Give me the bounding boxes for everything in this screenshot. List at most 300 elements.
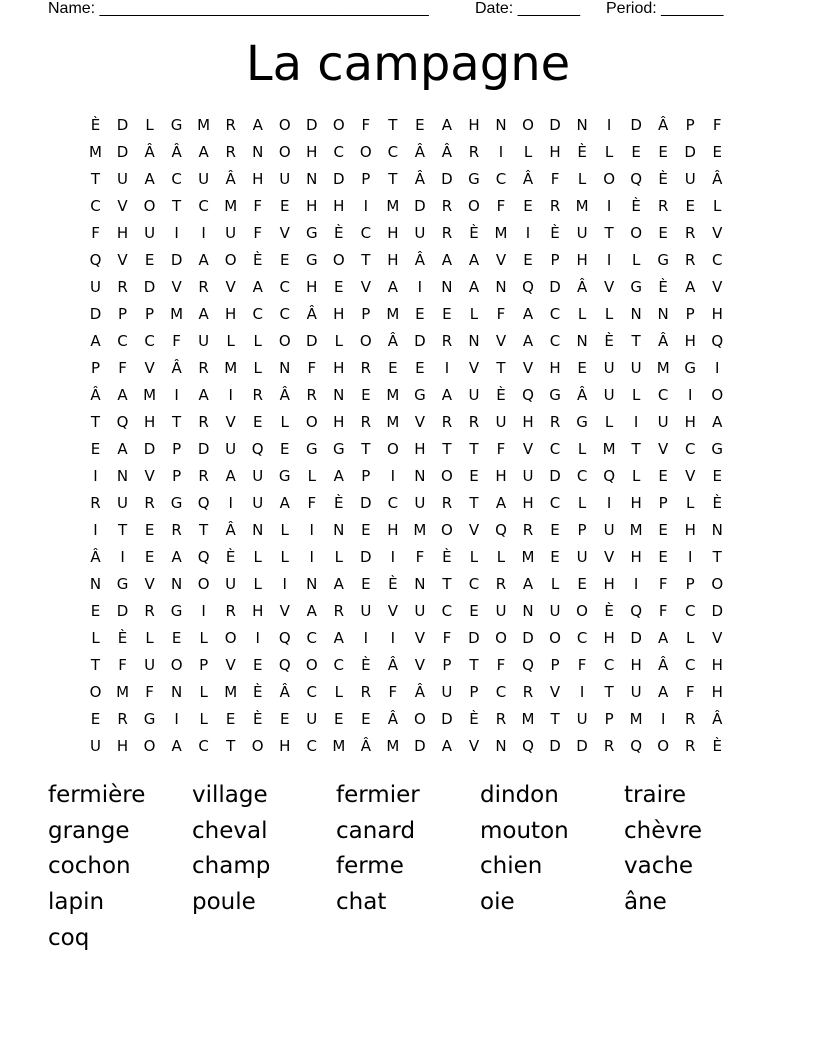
grid-cell[interactable]: E <box>658 467 668 485</box>
grid-cell[interactable]: Q <box>522 386 534 404</box>
grid-cell[interactable]: R <box>684 224 696 242</box>
grid-cell[interactable]: Â <box>279 683 290 701</box>
grid-cell[interactable]: O <box>89 683 102 701</box>
grid-cell[interactable]: H <box>711 656 723 674</box>
grid-cell[interactable]: H <box>684 413 696 431</box>
grid-cell[interactable]: A <box>171 548 182 566</box>
grid-cell[interactable]: I <box>687 548 693 566</box>
grid-cell[interactable]: R <box>225 602 236 620</box>
grid-cell[interactable]: V <box>117 251 128 269</box>
grid-cell[interactable]: F <box>712 116 722 134</box>
grid-cell[interactable]: Â <box>171 359 182 377</box>
grid-cell[interactable]: E <box>469 467 479 485</box>
grid-cell[interactable]: L <box>226 332 235 350</box>
grid-cell[interactable]: T <box>469 494 479 512</box>
grid-cell[interactable]: A <box>441 386 453 404</box>
grid-cell[interactable]: U <box>549 602 561 620</box>
grid-cell[interactable]: L <box>469 548 479 566</box>
grid-cell[interactable]: E <box>658 521 668 539</box>
grid-cell[interactable]: È <box>469 710 479 728</box>
grid-cell[interactable]: I <box>228 386 233 404</box>
grid-cell[interactable]: Â <box>387 710 398 728</box>
grid-cell[interactable]: O <box>576 602 588 620</box>
grid-cell[interactable]: I <box>633 413 639 431</box>
grid-cell[interactable]: M <box>629 710 643 728</box>
grid-cell[interactable]: È <box>90 116 101 134</box>
grid-cell[interactable]: C <box>603 656 615 674</box>
grid-cell[interactable]: T <box>631 440 641 458</box>
grid-cell[interactable]: C <box>90 197 101 215</box>
grid-cell[interactable]: L <box>631 467 641 485</box>
grid-cell[interactable]: L <box>604 305 614 323</box>
grid-cell[interactable]: I <box>525 224 531 242</box>
grid-cell[interactable]: R <box>495 575 507 593</box>
grid-cell[interactable]: Â <box>576 278 588 296</box>
grid-cell[interactable]: R <box>306 386 317 404</box>
grid-cell[interactable]: F <box>118 359 127 377</box>
grid-cell[interactable]: M <box>386 413 400 431</box>
grid-cell[interactable]: U <box>630 683 642 701</box>
grid-cell[interactable]: C <box>279 278 290 296</box>
grid-cell[interactable]: U <box>90 737 101 755</box>
grid-cell[interactable]: Q <box>522 278 534 296</box>
grid-cell[interactable]: N <box>170 575 183 593</box>
grid-cell[interactable]: U <box>144 656 156 674</box>
grid-cell[interactable]: O <box>711 386 724 404</box>
grid-cell[interactable]: M <box>197 116 211 134</box>
grid-cell[interactable]: T <box>469 656 479 674</box>
grid-cell[interactable]: F <box>307 359 317 377</box>
grid-cell[interactable]: M <box>332 737 346 755</box>
grid-cell[interactable]: H <box>684 332 696 350</box>
grid-cell[interactable]: H <box>333 359 345 377</box>
grid-cell[interactable]: H <box>387 251 399 269</box>
grid-cell[interactable]: P <box>685 305 695 323</box>
grid-cell[interactable]: M <box>224 197 238 215</box>
grid-cell[interactable]: U <box>684 170 696 188</box>
grid-cell[interactable]: O <box>251 737 264 755</box>
grid-cell[interactable]: C <box>684 656 696 674</box>
grid-cell[interactable]: V <box>144 359 155 377</box>
grid-cell[interactable]: O <box>224 251 237 269</box>
grid-cell[interactable]: A <box>198 305 209 323</box>
grid-cell[interactable]: I <box>174 710 179 728</box>
grid-cell[interactable]: È <box>712 737 722 755</box>
grid-cell[interactable]: A <box>117 440 128 458</box>
grid-cell[interactable]: A <box>387 278 398 296</box>
grid-cell[interactable]: H <box>603 629 615 647</box>
grid-cell[interactable]: R <box>657 197 669 215</box>
grid-cell[interactable]: N <box>711 521 723 539</box>
grid-cell[interactable]: A <box>333 575 344 593</box>
grid-cell[interactable]: A <box>441 737 453 755</box>
grid-cell[interactable]: I <box>687 386 693 404</box>
grid-cell[interactable]: C <box>495 170 507 188</box>
grid-cell[interactable]: D <box>305 332 318 350</box>
grid-cell[interactable]: N <box>495 737 507 755</box>
grid-cell[interactable]: R <box>198 413 209 431</box>
grid-cell[interactable]: G <box>116 575 129 593</box>
grid-cell[interactable]: L <box>686 494 695 512</box>
grid-cell[interactable]: D <box>549 737 561 755</box>
grid-cell[interactable]: P <box>442 656 452 674</box>
grid-cell[interactable]: È <box>631 197 641 215</box>
grid-cell[interactable]: R <box>522 521 534 539</box>
grid-cell[interactable]: T <box>442 575 452 593</box>
grid-cell[interactable]: V <box>495 251 507 269</box>
grid-cell[interactable]: H <box>116 737 129 755</box>
grid-cell[interactable]: A <box>171 737 182 755</box>
grid-cell[interactable]: R <box>252 386 263 404</box>
grid-cell[interactable]: L <box>550 575 560 593</box>
grid-cell[interactable]: C <box>684 602 696 620</box>
grid-cell[interactable]: C <box>171 170 182 188</box>
grid-cell[interactable]: O <box>305 413 318 431</box>
grid-cell[interactable]: V <box>144 467 155 485</box>
grid-cell[interactable]: O <box>522 116 534 134</box>
grid-cell[interactable]: C <box>468 575 480 593</box>
grid-cell[interactable]: O <box>143 197 156 215</box>
grid-cell[interactable]: Q <box>630 737 643 755</box>
grid-cell[interactable]: O <box>170 656 183 674</box>
grid-cell[interactable]: N <box>333 386 345 404</box>
grid-cell[interactable]: È <box>604 602 614 620</box>
grid-cell[interactable]: I <box>660 710 666 728</box>
grid-cell[interactable]: E <box>685 197 695 215</box>
grid-cell[interactable]: D <box>441 710 453 728</box>
grid-cell[interactable]: È <box>252 710 263 728</box>
grid-cell[interactable]: L <box>145 116 154 134</box>
grid-cell[interactable]: V <box>712 629 723 647</box>
grid-cell[interactable]: O <box>495 629 507 647</box>
grid-cell[interactable]: N <box>468 332 480 350</box>
grid-cell[interactable]: L <box>496 548 506 566</box>
grid-cell[interactable]: M <box>494 224 508 242</box>
grid-cell[interactable]: P <box>550 251 560 269</box>
grid-cell[interactable]: A <box>225 467 236 485</box>
grid-cell[interactable]: H <box>549 143 561 161</box>
grid-cell[interactable]: N <box>279 359 291 377</box>
grid-cell[interactable]: L <box>604 413 614 431</box>
grid-cell[interactable]: E <box>577 575 587 593</box>
grid-cell[interactable]: M <box>602 440 616 458</box>
grid-cell[interactable]: O <box>332 251 345 269</box>
grid-cell[interactable]: G <box>684 359 697 377</box>
grid-cell[interactable]: H <box>630 656 642 674</box>
grid-cell[interactable]: O <box>278 332 291 350</box>
grid-cell[interactable]: E <box>712 467 722 485</box>
grid-cell[interactable]: R <box>198 359 209 377</box>
grid-cell[interactable]: A <box>279 494 290 512</box>
grid-cell[interactable]: A <box>658 629 669 647</box>
grid-cell[interactable]: R <box>495 710 507 728</box>
grid-cell[interactable]: Q <box>522 737 534 755</box>
grid-cell[interactable]: O <box>278 116 291 134</box>
grid-cell[interactable]: L <box>253 359 262 377</box>
grid-cell[interactable]: V <box>712 278 723 296</box>
grid-cell[interactable]: P <box>361 170 371 188</box>
grid-cell[interactable]: U <box>90 278 101 296</box>
grid-cell[interactable]: G <box>143 710 156 728</box>
grid-cell[interactable]: V <box>522 440 534 458</box>
grid-cell[interactable]: O <box>197 575 210 593</box>
grid-cell[interactable]: R <box>360 683 372 701</box>
grid-cell[interactable]: M <box>116 683 130 701</box>
grid-cell[interactable]: M <box>143 386 157 404</box>
grid-cell[interactable]: F <box>658 575 668 593</box>
grid-cell[interactable]: A <box>198 143 209 161</box>
grid-cell[interactable]: I <box>282 575 287 593</box>
grid-cell[interactable]: D <box>468 629 480 647</box>
grid-cell[interactable]: V <box>468 737 480 755</box>
grid-cell[interactable]: N <box>414 467 426 485</box>
grid-cell[interactable]: C <box>549 440 561 458</box>
grid-cell[interactable]: F <box>415 548 425 566</box>
grid-cell[interactable]: T <box>442 440 452 458</box>
grid-cell[interactable]: Â <box>414 251 426 269</box>
grid-cell[interactable]: R <box>441 197 453 215</box>
grid-cell[interactable]: H <box>603 575 615 593</box>
grid-cell[interactable]: I <box>228 494 233 512</box>
grid-cell[interactable]: I <box>390 629 396 647</box>
grid-cell[interactable]: L <box>523 143 533 161</box>
grid-cell[interactable]: I <box>363 629 369 647</box>
grid-cell[interactable]: M <box>413 521 427 539</box>
grid-cell[interactable]: V <box>414 656 426 674</box>
grid-cell[interactable]: Q <box>251 440 264 458</box>
grid-cell[interactable]: E <box>279 440 290 458</box>
grid-cell[interactable]: A <box>468 251 480 269</box>
grid-cell[interactable]: C <box>333 656 345 674</box>
grid-cell[interactable]: C <box>549 332 561 350</box>
grid-cell[interactable]: È <box>604 332 614 350</box>
grid-cell[interactable]: M <box>224 359 238 377</box>
grid-cell[interactable]: T <box>117 521 128 539</box>
grid-cell[interactable]: M <box>521 710 535 728</box>
grid-cell[interactable]: È <box>117 629 128 647</box>
grid-cell[interactable]: E <box>279 710 290 728</box>
grid-cell[interactable]: V <box>414 413 426 431</box>
grid-cell[interactable]: Â <box>522 170 534 188</box>
grid-cell[interactable]: H <box>143 413 156 431</box>
grid-cell[interactable]: Â <box>658 332 669 350</box>
grid-cell[interactable]: R <box>225 116 236 134</box>
grid-cell[interactable]: E <box>361 575 371 593</box>
grid-cell[interactable]: I <box>390 548 396 566</box>
grid-cell[interactable]: A <box>306 602 317 620</box>
grid-cell[interactable]: C <box>711 251 723 269</box>
grid-cell[interactable]: G <box>170 602 183 620</box>
grid-cell[interactable]: N <box>522 602 534 620</box>
grid-cell[interactable]: O <box>359 332 372 350</box>
grid-cell[interactable]: C <box>549 494 561 512</box>
grid-cell[interactable]: L <box>577 440 587 458</box>
grid-cell[interactable]: H <box>549 359 561 377</box>
grid-cell[interactable]: U <box>414 224 426 242</box>
grid-cell[interactable]: E <box>90 710 101 728</box>
grid-cell[interactable]: H <box>116 224 129 242</box>
grid-cell[interactable]: A <box>117 386 128 404</box>
grid-cell[interactable]: M <box>629 521 643 539</box>
grid-cell[interactable]: Q <box>278 629 291 647</box>
grid-cell[interactable]: Q <box>495 521 507 539</box>
grid-cell[interactable]: U <box>117 170 129 188</box>
grid-cell[interactable]: A <box>658 683 669 701</box>
grid-cell[interactable]: T <box>388 116 398 134</box>
grid-cell[interactable]: C <box>198 737 209 755</box>
grid-cell[interactable]: E <box>171 629 182 647</box>
grid-cell[interactable]: A <box>522 575 534 593</box>
grid-cell[interactable]: V <box>603 548 615 566</box>
grid-cell[interactable]: L <box>307 467 316 485</box>
grid-cell[interactable]: R <box>225 143 236 161</box>
grid-cell[interactable]: R <box>441 494 453 512</box>
grid-cell[interactable]: C <box>549 305 561 323</box>
grid-cell[interactable]: R <box>198 278 209 296</box>
grid-cell[interactable]: Â <box>414 143 426 161</box>
grid-cell[interactable]: T <box>604 224 614 242</box>
grid-cell[interactable]: E <box>361 521 371 539</box>
grid-cell[interactable]: D <box>360 548 372 566</box>
grid-cell[interactable]: F <box>307 494 317 512</box>
grid-cell[interactable]: R <box>684 710 696 728</box>
grid-cell[interactable]: E <box>658 143 668 161</box>
grid-cell[interactable]: O <box>441 521 453 539</box>
grid-cell[interactable]: E <box>361 710 371 728</box>
grid-cell[interactable]: E <box>252 656 263 674</box>
grid-cell[interactable]: O <box>359 143 372 161</box>
grid-cell[interactable]: Â <box>171 143 182 161</box>
grid-cell[interactable]: U <box>306 710 318 728</box>
grid-cell[interactable]: C <box>144 332 155 350</box>
grid-cell[interactable]: D <box>522 629 534 647</box>
grid-cell[interactable]: U <box>495 602 507 620</box>
grid-cell[interactable]: T <box>199 521 209 539</box>
grid-cell[interactable]: E <box>577 359 587 377</box>
grid-cell[interactable]: E <box>469 602 479 620</box>
grid-cell[interactable]: R <box>333 602 345 620</box>
grid-cell[interactable]: E <box>523 197 533 215</box>
grid-cell[interactable]: Â <box>658 116 669 134</box>
grid-cell[interactable]: Â <box>144 143 155 161</box>
grid-cell[interactable]: R <box>360 359 372 377</box>
grid-cell[interactable]: H <box>711 305 723 323</box>
grid-cell[interactable]: F <box>172 332 181 350</box>
grid-cell[interactable]: D <box>116 143 129 161</box>
grid-cell[interactable]: E <box>361 386 371 404</box>
grid-cell[interactable]: A <box>144 170 155 188</box>
grid-cell[interactable]: I <box>606 197 612 215</box>
grid-cell[interactable]: C <box>306 629 317 647</box>
grid-cell[interactable]: H <box>522 494 534 512</box>
grid-cell[interactable]: O <box>332 116 345 134</box>
grid-cell[interactable]: E <box>334 278 344 296</box>
grid-cell[interactable]: E <box>712 143 722 161</box>
grid-cell[interactable]: R <box>117 278 128 296</box>
grid-cell[interactable]: R <box>468 413 480 431</box>
grid-cell[interactable]: H <box>711 683 723 701</box>
grid-cell[interactable]: N <box>252 143 264 161</box>
grid-cell[interactable]: N <box>576 332 588 350</box>
grid-cell[interactable]: O <box>711 575 724 593</box>
grid-cell[interactable]: G <box>305 224 318 242</box>
grid-cell[interactable]: E <box>658 548 668 566</box>
grid-cell[interactable]: L <box>334 332 343 350</box>
grid-cell[interactable]: O <box>657 737 670 755</box>
grid-cell[interactable]: M <box>521 548 535 566</box>
grid-cell[interactable]: O <box>468 197 480 215</box>
grid-cell[interactable]: V <box>495 332 507 350</box>
grid-cell[interactable]: P <box>361 305 371 323</box>
grid-cell[interactable]: R <box>144 494 155 512</box>
grid-cell[interactable]: T <box>172 197 182 215</box>
grid-cell[interactable]: T <box>361 251 371 269</box>
grid-cell[interactable]: I <box>363 197 369 215</box>
grid-cell[interactable]: N <box>333 521 345 539</box>
grid-cell[interactable]: È <box>334 224 344 242</box>
grid-cell[interactable]: R <box>360 413 372 431</box>
grid-cell[interactable]: R <box>117 710 128 728</box>
grid-cell[interactable]: G <box>468 170 480 188</box>
grid-cell[interactable]: L <box>631 251 641 269</box>
grid-cell[interactable]: L <box>145 629 154 647</box>
grid-cell[interactable]: G <box>414 386 426 404</box>
grid-cell[interactable]: È <box>225 548 236 566</box>
grid-cell[interactable]: O <box>630 224 643 242</box>
grid-cell[interactable]: Â <box>306 305 317 323</box>
grid-cell[interactable]: C <box>576 629 588 647</box>
grid-cell[interactable]: U <box>225 224 237 242</box>
grid-cell[interactable]: P <box>469 683 479 701</box>
grid-cell[interactable]: L <box>253 548 262 566</box>
grid-cell[interactable]: E <box>279 251 290 269</box>
grid-cell[interactable]: I <box>715 359 720 377</box>
grid-cell[interactable]: L <box>199 710 208 728</box>
grid-cell[interactable]: O <box>143 737 156 755</box>
grid-cell[interactable]: P <box>685 116 695 134</box>
grid-cell[interactable]: F <box>496 440 506 458</box>
grid-cell[interactable]: Q <box>711 332 724 350</box>
grid-cell[interactable]: Â <box>712 710 723 728</box>
grid-cell[interactable]: A <box>522 305 534 323</box>
grid-cell[interactable]: L <box>577 170 587 188</box>
grid-cell[interactable]: A <box>198 251 209 269</box>
grid-cell[interactable]: O <box>305 656 318 674</box>
grid-cell[interactable]: V <box>685 467 696 485</box>
grid-cell[interactable]: È <box>577 143 587 161</box>
grid-cell[interactable]: A <box>90 332 101 350</box>
grid-cell[interactable]: Â <box>576 386 588 404</box>
grid-cell[interactable]: F <box>388 683 398 701</box>
grid-cell[interactable]: L <box>713 197 722 215</box>
grid-cell[interactable]: P <box>361 467 371 485</box>
grid-cell[interactable]: N <box>630 305 642 323</box>
grid-cell[interactable]: D <box>143 278 156 296</box>
grid-cell[interactable]: I <box>93 521 98 539</box>
grid-cell[interactable]: I <box>309 548 314 566</box>
grid-cell[interactable]: Q <box>116 413 129 431</box>
grid-cell[interactable]: C <box>279 305 290 323</box>
grid-cell[interactable]: U <box>252 494 264 512</box>
grid-cell[interactable]: E <box>415 359 425 377</box>
grid-cell[interactable]: N <box>170 683 183 701</box>
grid-cell[interactable]: A <box>252 278 263 296</box>
grid-cell[interactable]: T <box>604 683 614 701</box>
grid-cell[interactable]: D <box>333 170 345 188</box>
grid-cell[interactable]: È <box>252 251 263 269</box>
grid-cell[interactable]: G <box>305 440 318 458</box>
grid-cell[interactable]: C <box>387 143 399 161</box>
